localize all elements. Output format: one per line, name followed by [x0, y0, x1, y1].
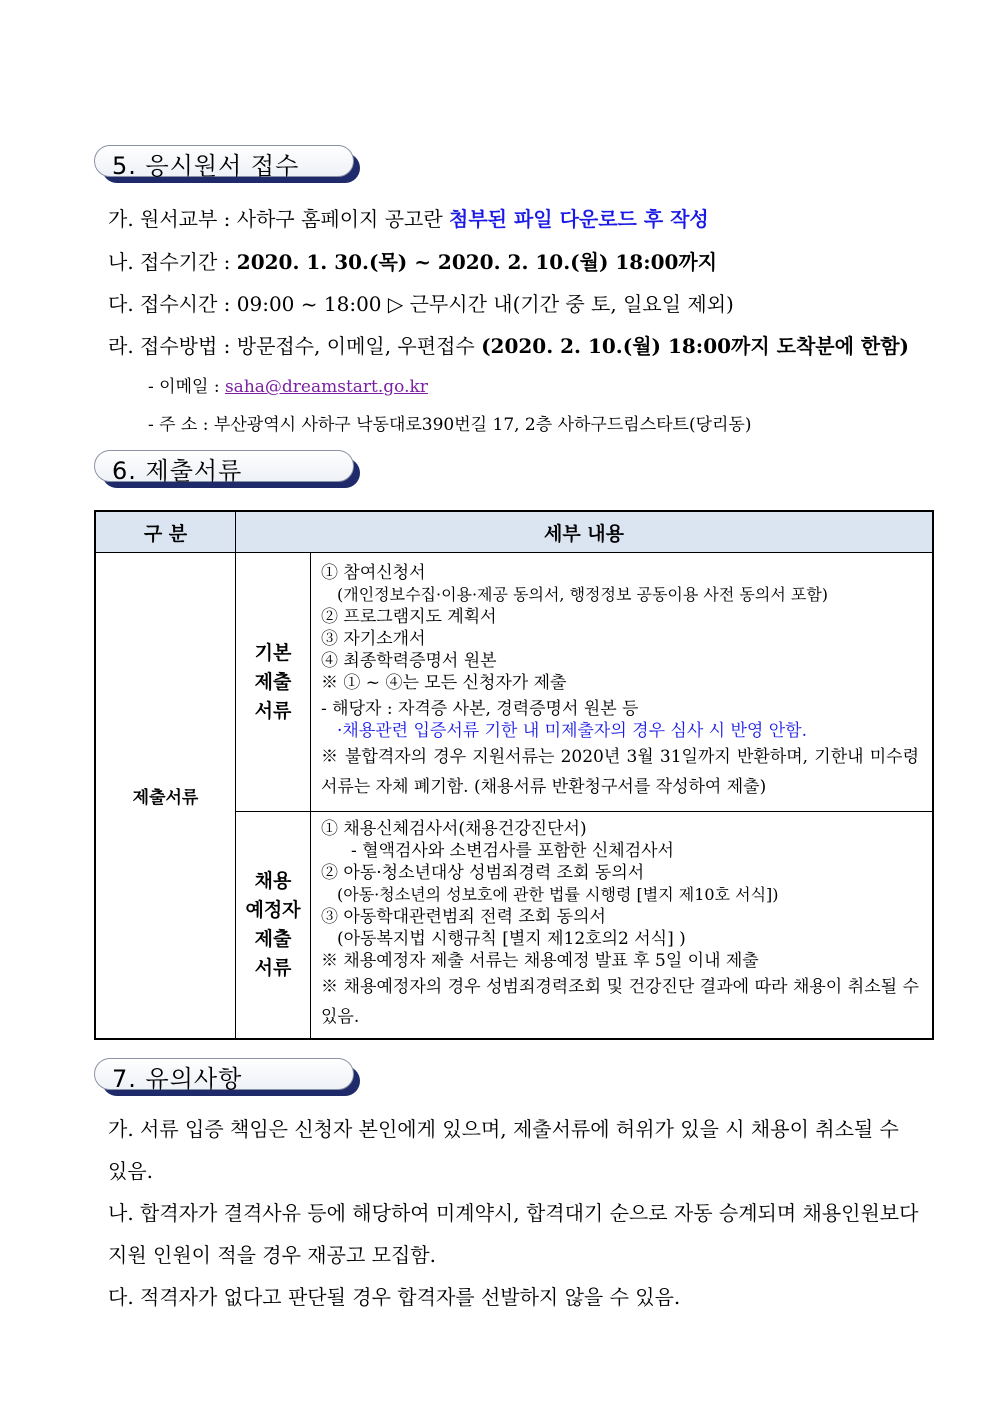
list-item: ③ 자기소개서 [321, 629, 426, 649]
basic-label-line: 서류 [254, 699, 292, 722]
basic-label-line: 기본 [254, 641, 292, 664]
list-item: (개인정보수집·이용·제공 동의서, 행정정보 공동이용 사전 동의서 포함) [337, 585, 829, 604]
header-category: 구 분 [95, 511, 236, 553]
hire-label-line: 서류 [254, 957, 292, 979]
header-details: 세부 내용 [236, 511, 934, 553]
s5-item-da: 다. 접수시간 : 09:00 ~ 18:00 ▷ 근무시간 내(기간 중 토, 일요일 제외) [108, 292, 734, 316]
section-7-header [94, 1058, 362, 1096]
email-link[interactable]: saha@dreamstart.go.kr [224, 377, 428, 397]
hire-label-line: 제출 [254, 928, 292, 950]
s5-ga-prefix: 가. 원서교부 : 사하구 홈페이지 공고란 [108, 207, 450, 231]
section-6-header [94, 450, 362, 488]
hire-content [311, 812, 934, 1040]
s7-item-ga: 가. 서류 입증 책임은 신청자 본인에게 있으며, 제출서류에 허위가 있을 시 채용이 취소될 수 있음. [108, 1117, 899, 1183]
list-item: ※ 채용예정자의 경우 성범죄경력조회 및 건강진단 결과에 따라 채용이 취소될 수 있음. [321, 977, 919, 1027]
list-item: - 혈액검사와 소변검사를 포함한 신체검사서 [351, 841, 674, 861]
list-item: ※ 채용예정자 제출 서류는 채용예정 발표 후 5일 이내 제출 [321, 951, 759, 971]
list-item: - 해당자 : 자격증 사본, 경력증명서 원본 등 [321, 699, 639, 719]
list-item: ③ 아동학대관련범죄 전력 조회 동의서 [321, 907, 606, 927]
s7-item-da: 다. 적격자가 없다고 판단될 경우 합격자를 선발하지 않을 수 있음. [108, 1285, 681, 1309]
list-item: ① 참여신청서 [321, 563, 426, 583]
s5-item-ga [108, 203, 709, 232]
list-item: (아동·청소년의 성보호에 관한 법률 시행령 [별지 제10호 서식]) [337, 885, 779, 904]
list-item: ① 채용신체검사서(채용건강진단서) [321, 819, 587, 839]
list-item: ·채용관련 입증서류 기한 내 미제출자의 경우 심사 시 반영 안함. [337, 721, 807, 741]
hire-label [236, 812, 311, 1040]
list-item: (아동복지법 시행규칙 [별지 제12호의2 서식] ) [337, 929, 686, 949]
group-label: 제출서류 [95, 553, 236, 1040]
s5-ra-bold: (2020. 2. 10.(월) 18:00까지 도착분에 한함) [481, 334, 909, 358]
documents-table [94, 510, 934, 1040]
s5-address: - 주 소 : 부산광역시 사하구 낙동대로390번길 17, 2층 사하구드림스타트(당리동) [148, 415, 752, 435]
list-item: ② 아동·청소년대상 성범죄경력 조회 동의서 [321, 863, 645, 883]
list-item: ※ ① ~ ④는 모든 신청자가 제출 [321, 673, 567, 693]
s5-email-line [148, 372, 428, 397]
hire-label-line: 채용 [254, 870, 292, 892]
s7-item-na: 나. 합격자가 결격사유 등에 해당하여 미계약시, 합격대기 순으로 자동 승계되며 채용인원보다 지원 인원이 적을 경우 재공고 모집함. [108, 1201, 919, 1267]
s5-item-ra [108, 330, 909, 359]
s5-item-na [108, 246, 717, 275]
list-item: ② 프로그램지도 계획서 [321, 607, 497, 627]
table-header-row [95, 511, 933, 553]
section-6-title: 6. 제출서류 [112, 457, 243, 485]
list-item: ※ 불합격자의 경우 지원서류는 2020년 3월 31일까지 반환하며, 기한내 미수령 서류는 자체 폐기함. (채용서류 반환청구서를 작성하여 제출) [321, 747, 919, 797]
basic-content [311, 553, 934, 812]
hire-label-line: 예정자 [245, 899, 301, 921]
email-label: - 이메일 : [148, 377, 225, 397]
s5-ga-bold: 첨부된 파일 다운로드 후 작성 [449, 207, 709, 231]
section-7-title: 7. 유의사항 [112, 1065, 243, 1093]
table-row-basic [95, 553, 933, 812]
s5-na-bold: 2020. 1. 30.(목) ~ 2020. 2. 10.(월) 18:00까지 [236, 250, 718, 274]
basic-label-line: 제출 [254, 670, 292, 693]
list-item: ④ 최종학력증명서 원본 [321, 651, 497, 671]
basic-label [236, 553, 311, 812]
section-5-title: 5. 응시원서 접수 [112, 152, 300, 180]
section-5-header [94, 145, 362, 183]
s5-na-prefix: 나. 접수기간 : [108, 250, 237, 274]
s5-ra-prefix: 라. 접수방법 : 방문접수, 이메일, 우편접수 [108, 334, 482, 358]
